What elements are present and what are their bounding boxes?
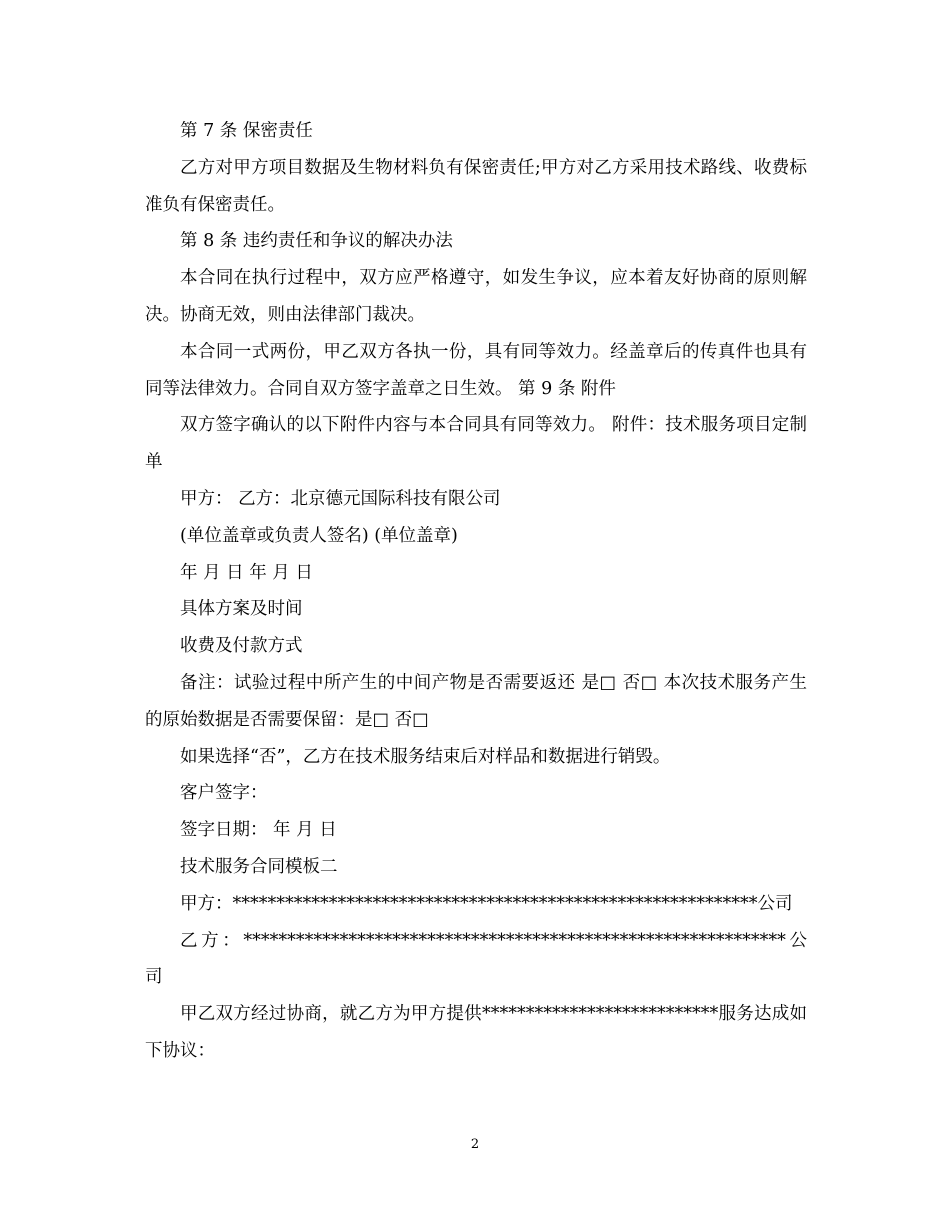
seal-line: (单位盖章或负责人签名) (单位盖章) [180, 525, 458, 546]
article-8-heading: 第 8 条 违约责任和争议的解决办法 [180, 231, 453, 252]
plan-and-time-label: 具体方案及时间 [180, 599, 303, 620]
remarks-paragraph: 备注：试验过程中所产生的中间产物是否需要返还 是□ 否□ 本次技术服务产生的原始数据是否需要保留：是□ 否□ [145, 672, 807, 730]
party-a-line: 甲方：************************************************************公司 [180, 893, 793, 914]
page-number: 2 [470, 1137, 480, 1152]
attachment-clause: 双方签字确认的以下附件内容与本合同具有同等效力。 附件：技术服务项目定制单 [145, 415, 807, 473]
contract-copies-clause: 本合同一式两份，甲乙双方各执一份，具有同等效力。经盖章后的传真件也具有同等法律效力。合同自双方签字盖章之日生效。 第 9 条 附件 [145, 341, 807, 399]
party-b-line: 乙方：**************************************************************公司 [145, 930, 807, 988]
destruction-note: 如果选择“否”，乙方在技术服务结束后对样品和数据进行销毁。 [180, 746, 671, 767]
date-line: 年 月 日 年 月 日 [180, 562, 313, 583]
agreement-intro: 甲乙双方经过协商，就乙方为甲方提供***************************服务达成如下协议： [145, 1004, 807, 1061]
signature-date-label: 签字日期： 年 月 日 [180, 820, 337, 841]
article-7-heading: 第 7 条 保密责任 [180, 121, 313, 141]
confidentiality-clause: 乙方对甲方项目数据及生物材料负有保密责任;甲方对乙方采用技术路线、收费标准负有保密责任。 [145, 157, 807, 215]
document-body [145, 113, 807, 1070]
template-two-title: 技术服务合同模板二 [180, 856, 338, 877]
fees-and-payment-label: 收费及付款方式 [180, 636, 303, 657]
parties-line: 甲方： 乙方：北京德元国际科技有限公司 [180, 488, 501, 509]
dispute-resolution-clause: 本合同在执行过程中，双方应严格遵守，如发生争议，应本着友好协商的原则解决。协商无效，则由法律部门裁决。 [145, 268, 807, 325]
customer-signature-label: 客户签字： [180, 783, 268, 804]
